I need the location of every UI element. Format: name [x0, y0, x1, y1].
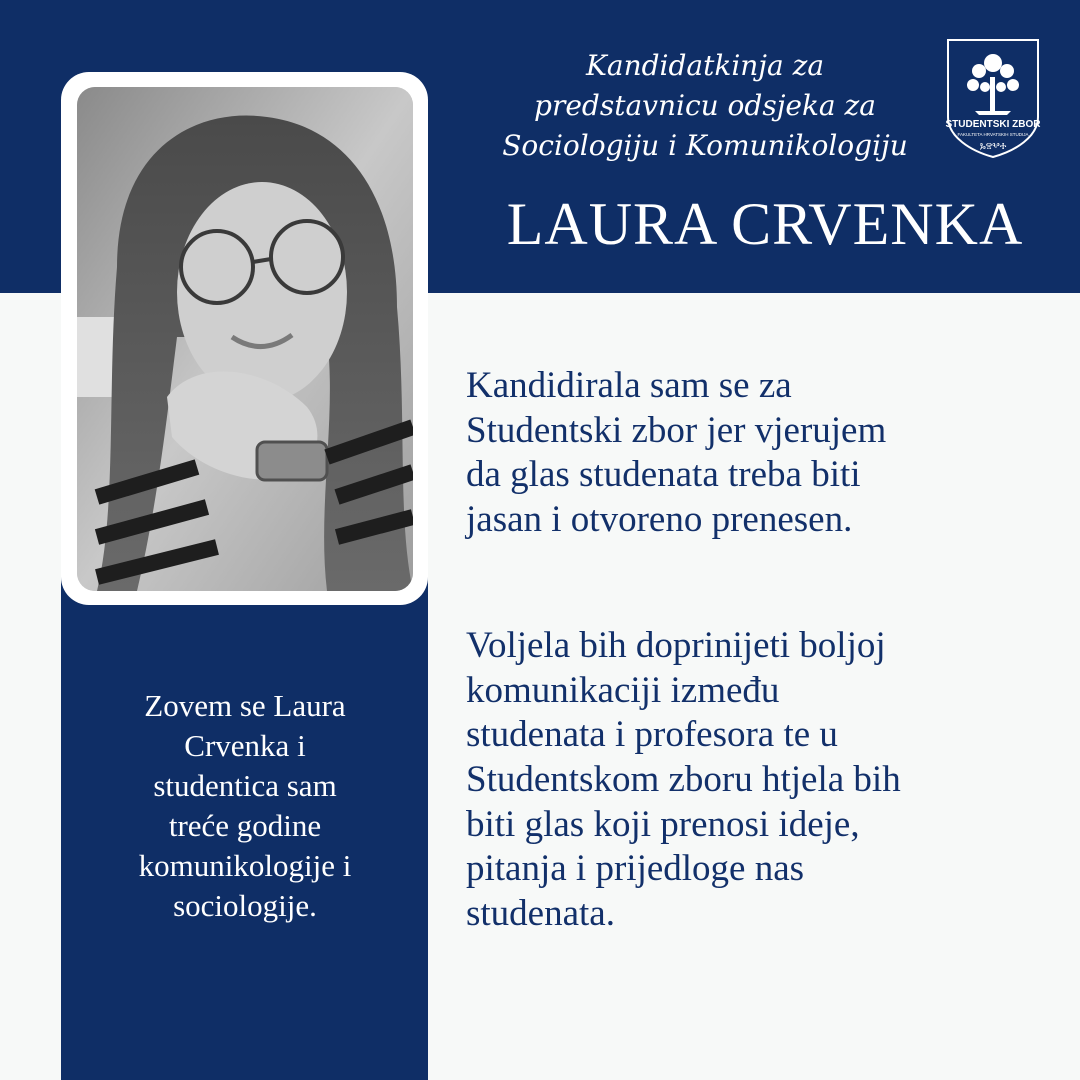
- intro-line: sociologije.: [173, 888, 317, 923]
- statement-paragraph-2: [466, 624, 1056, 937]
- intro-line: komunikologije i: [138, 848, 352, 883]
- statement-line: da glas studenata treba biti: [466, 454, 861, 496]
- candidate-name: LAURA CRVENKA: [506, 191, 1024, 257]
- statement-line: Studentskom zboru htjela bih: [466, 758, 901, 800]
- statement-paragraph-1: [466, 364, 1056, 543]
- intro-line: Crvenka i: [184, 728, 306, 763]
- logo-title: STUDENTSKI ZBOR: [945, 119, 1041, 130]
- studentski-zbor-logo: [945, 37, 1041, 159]
- subtitle-line: Sociologiju i Komunikologiju: [502, 129, 908, 162]
- logo-subtitle: FAKULTETA HRVATSKIH STUDIJA: [957, 132, 1029, 137]
- statement-line: komunikaciji između: [466, 669, 780, 711]
- statement-line: jasan i otvoreno prenesen.: [466, 499, 853, 541]
- statement-line: studenata.: [466, 893, 615, 935]
- intro-line: Zovem se Laura: [144, 688, 346, 723]
- candidate-photo: [77, 87, 413, 591]
- statement-line: Kandidirala sam se za: [466, 365, 792, 406]
- statement-line: Studentski zbor jer vjerujem: [466, 409, 887, 451]
- tree-crest-icon: [945, 37, 1041, 159]
- intro-text: [80, 686, 410, 926]
- subtitle-line: predstavnicu odsjeka za: [534, 89, 876, 122]
- portrait-photo-icon: [77, 87, 413, 591]
- statement-line: pitanja i prijedloge nas: [466, 848, 805, 890]
- statement-line: biti glas koji prenosi ideje,: [466, 803, 860, 845]
- subtitle-line: Kandidatkinja za: [585, 49, 825, 82]
- intro-line: studentica sam: [153, 768, 337, 803]
- intro-line: treće godine: [168, 808, 322, 843]
- candidacy-subtitle: [470, 46, 940, 166]
- statement-line: Voljela bih doprinijeti boljoj: [466, 624, 886, 666]
- svg-text:ⰃⰔⰂⰀ: ⰃⰔⰂⰀ: [979, 142, 1007, 152]
- candidate-statement: [466, 364, 1056, 937]
- statement-line: studenata i profesora te u: [466, 714, 838, 756]
